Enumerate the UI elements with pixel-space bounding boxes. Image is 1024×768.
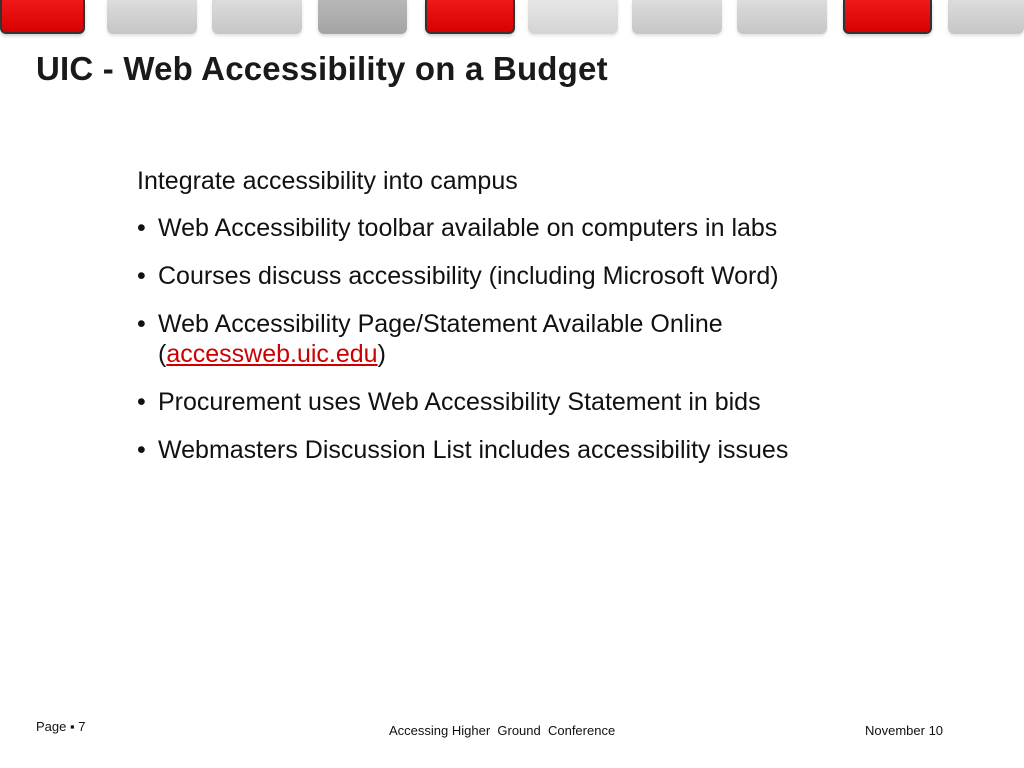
tab-decoration-pale bbox=[528, 0, 618, 34]
tab-decoration-red bbox=[425, 0, 515, 34]
bullet-text: Webmasters Discussion List includes accessibility issues bbox=[158, 436, 789, 464]
slide-body bbox=[137, 166, 957, 483]
tab-decoration-gray bbox=[632, 0, 722, 34]
tab-decoration-gray bbox=[737, 0, 827, 34]
slide-title: UIC - Web Accessibility on a Budget bbox=[36, 50, 608, 87]
bullet-item bbox=[137, 261, 957, 291]
tab-decoration-gray bbox=[212, 0, 302, 34]
bullet-symbol: • bbox=[137, 388, 146, 416]
bullet-text: Courses discuss accessibility (including Microsoft Word) bbox=[158, 262, 779, 290]
bullet-item bbox=[137, 213, 957, 243]
footer-page-number: Page ▪ 7 bbox=[36, 719, 86, 734]
accessweb-link[interactable]: accessweb.uic.edu bbox=[166, 340, 378, 368]
tab-decoration-red bbox=[843, 0, 932, 34]
paren-open: ( bbox=[158, 340, 167, 368]
bullet-symbol: • bbox=[137, 310, 146, 338]
bullet-symbol: • bbox=[137, 436, 146, 464]
top-tab-bar bbox=[0, 0, 1024, 40]
intro-text: Integrate accessibility into campus bbox=[137, 167, 518, 195]
bullet-symbol: • bbox=[137, 262, 146, 290]
tab-decoration-gray bbox=[948, 0, 1024, 34]
bullet-list bbox=[137, 213, 957, 465]
bullet-text: Procurement uses Web Accessibility Statement in bids bbox=[158, 388, 761, 416]
bullet-item bbox=[137, 387, 957, 417]
bullet-text: Web Accessibility toolbar available on computers in labs bbox=[158, 214, 778, 242]
tab-decoration-dark bbox=[318, 0, 407, 34]
tab-decoration-red bbox=[0, 0, 85, 34]
bullet-item-online bbox=[137, 309, 957, 369]
bullet-symbol: • bbox=[137, 214, 146, 242]
bullet-text: Web Accessibility Page/Statement Available Online bbox=[158, 310, 723, 338]
footer-conference-name: Accessing Higher Ground Conference bbox=[389, 723, 616, 738]
tab-decoration-gray bbox=[107, 0, 197, 34]
footer-date: November 10 bbox=[865, 723, 944, 738]
paren-close: ) bbox=[377, 340, 386, 368]
bullet-item bbox=[137, 435, 957, 465]
